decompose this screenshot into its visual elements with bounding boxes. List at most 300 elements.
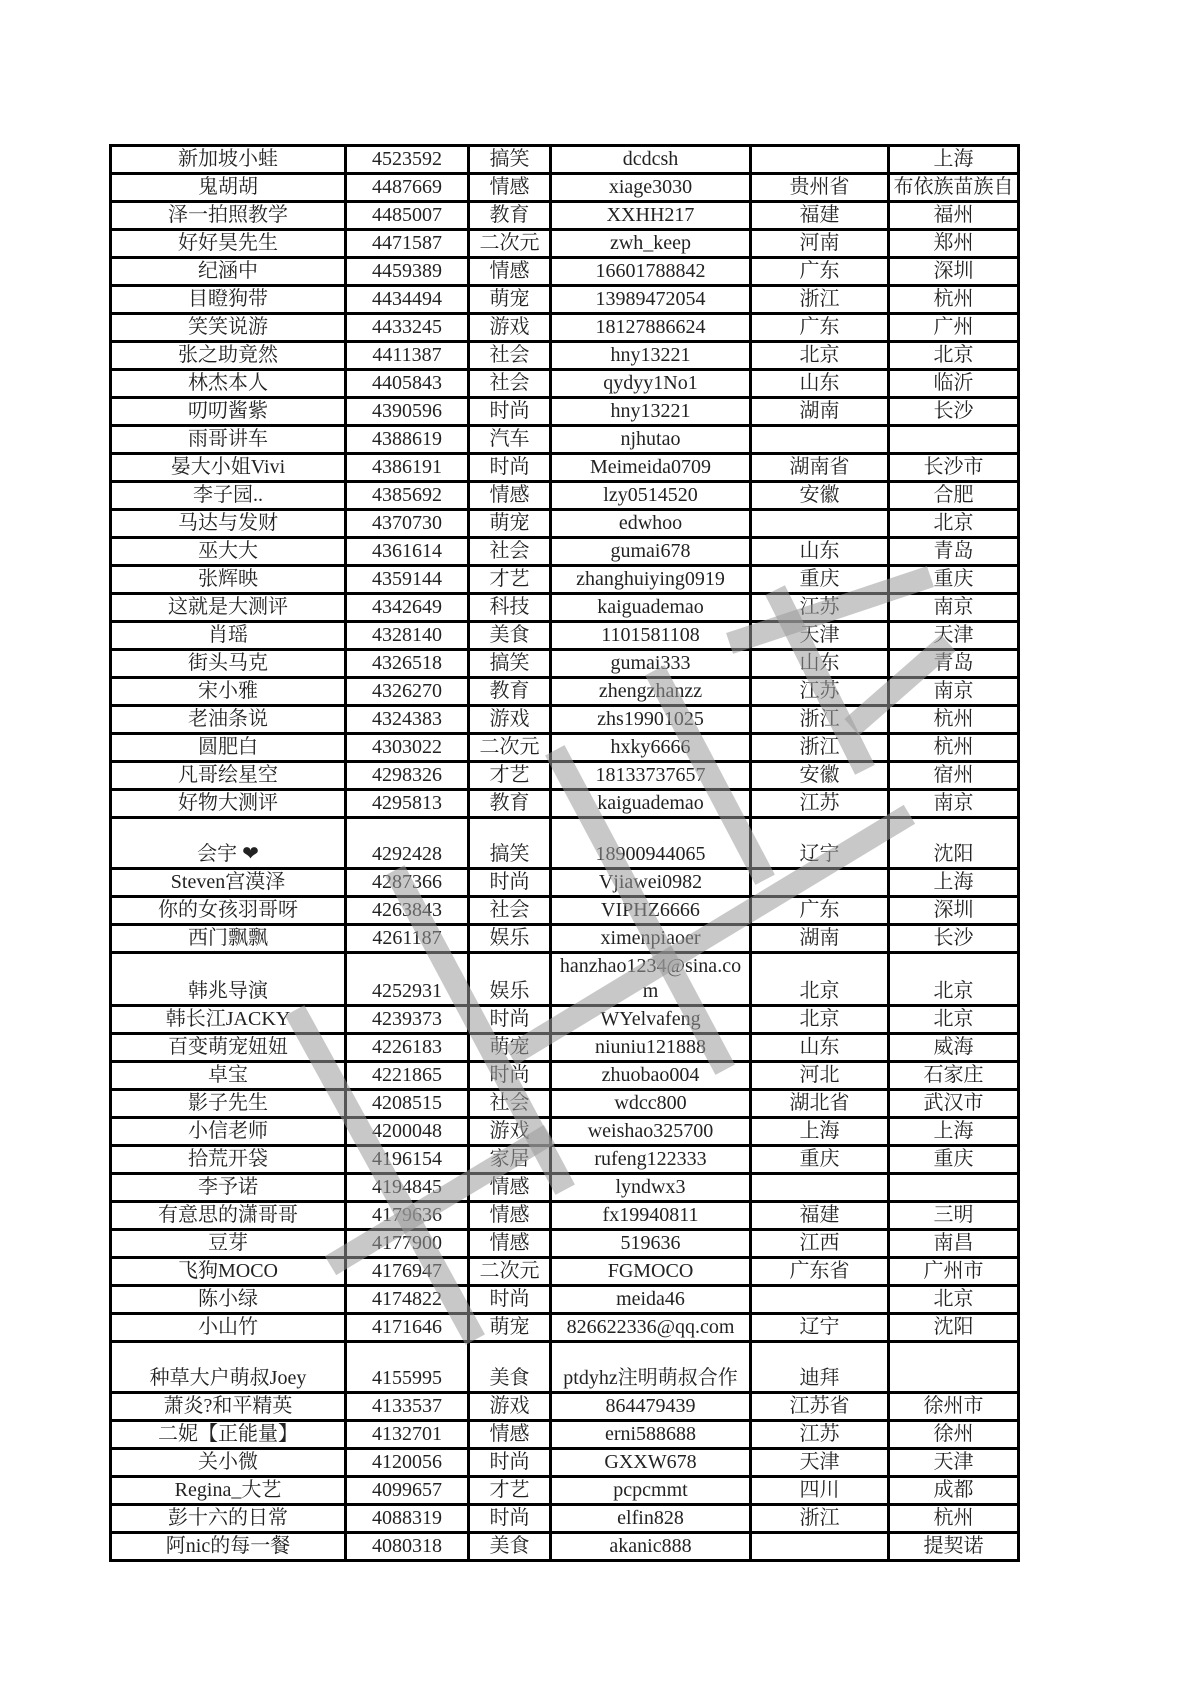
contact-cell: 16601788842 — [551, 258, 751, 286]
province-cell: 浙江 — [751, 286, 889, 314]
contact-cell: Vjiawei0982 — [551, 869, 751, 897]
contact-cell: xiage3030 — [551, 174, 751, 202]
contact-cell: 826622336@qq.com — [551, 1314, 751, 1342]
name-cell: 豆芽 — [111, 1230, 346, 1258]
category-cell: 美食 — [469, 1342, 551, 1393]
name-cell: 小信老师 — [111, 1118, 346, 1146]
city-cell: 长沙 — [889, 925, 1019, 953]
name-cell: 张辉映 — [111, 566, 346, 594]
contact-cell: zwh_keep — [551, 230, 751, 258]
city-cell: 上海 — [889, 869, 1019, 897]
province-cell: 广东 — [751, 258, 889, 286]
contact-cell: gumai333 — [551, 650, 751, 678]
fans-cell: 4099657 — [346, 1477, 469, 1505]
category-cell: 才艺 — [469, 1477, 551, 1505]
city-cell: 上海 — [889, 1118, 1019, 1146]
province-cell: 北京 — [751, 953, 889, 1006]
fans-cell: 4176947 — [346, 1258, 469, 1286]
category-cell: 教育 — [469, 678, 551, 706]
city-cell: 北京 — [889, 342, 1019, 370]
table-row — [111, 258, 1019, 286]
category-cell: 二次元 — [469, 230, 551, 258]
table-row — [111, 650, 1019, 678]
contact-cell: kaiguademao — [551, 594, 751, 622]
table-row — [111, 1505, 1019, 1533]
province-cell: 山东 — [751, 370, 889, 398]
province-cell — [751, 1174, 889, 1202]
category-cell: 游戏 — [469, 706, 551, 734]
name-cell: 巫大大 — [111, 538, 346, 566]
category-cell: 萌宠 — [469, 286, 551, 314]
category-cell: 情感 — [469, 1421, 551, 1449]
category-cell: 时尚 — [469, 1505, 551, 1533]
name-cell: 飞狗MOCO — [111, 1258, 346, 1286]
fans-cell: 4196154 — [346, 1146, 469, 1174]
name-cell: 笑笑说游 — [111, 314, 346, 342]
category-cell: 游戏 — [469, 1393, 551, 1421]
category-cell: 搞笑 — [469, 146, 551, 174]
category-cell: 二次元 — [469, 734, 551, 762]
name-cell: 拾荒开袋 — [111, 1146, 346, 1174]
category-cell: 美食 — [469, 622, 551, 650]
name-cell: 彭十六的日常 — [111, 1505, 346, 1533]
fans-cell: 4433245 — [346, 314, 469, 342]
name-cell: 张之助竟然 — [111, 342, 346, 370]
category-cell: 萌宠 — [469, 510, 551, 538]
contact-cell: edwhoo — [551, 510, 751, 538]
fans-cell: 4361614 — [346, 538, 469, 566]
name-cell: 叨叨酱紫 — [111, 398, 346, 426]
category-cell: 社会 — [469, 897, 551, 925]
city-cell: 杭州 — [889, 706, 1019, 734]
table-row — [111, 1062, 1019, 1090]
category-cell: 教育 — [469, 202, 551, 230]
province-cell: 广东 — [751, 314, 889, 342]
city-cell: 南京 — [889, 678, 1019, 706]
city-cell: 武汉市 — [889, 1090, 1019, 1118]
table-row — [111, 286, 1019, 314]
city-cell: 北京 — [889, 1286, 1019, 1314]
province-cell: 浙江 — [751, 706, 889, 734]
city-cell: 广州市 — [889, 1258, 1019, 1286]
city-cell: 青岛 — [889, 650, 1019, 678]
contact-cell: ximenpiaoer — [551, 925, 751, 953]
contact-cell: zhuobao004 — [551, 1062, 751, 1090]
table-row — [111, 1006, 1019, 1034]
fans-cell: 4295813 — [346, 790, 469, 818]
category-cell: 社会 — [469, 342, 551, 370]
contact-cell: hny13221 — [551, 398, 751, 426]
table-row — [111, 1174, 1019, 1202]
name-cell: 凡哥绘星空 — [111, 762, 346, 790]
name-cell: 泽一拍照教学 — [111, 202, 346, 230]
name-cell: 关小微 — [111, 1449, 346, 1477]
category-cell: 二次元 — [469, 1258, 551, 1286]
province-cell: 湖南省 — [751, 454, 889, 482]
category-cell: 情感 — [469, 174, 551, 202]
fans-cell: 4080318 — [346, 1533, 469, 1561]
city-cell: 沈阳 — [889, 1314, 1019, 1342]
fans-cell: 4221865 — [346, 1062, 469, 1090]
city-cell: 南昌 — [889, 1230, 1019, 1258]
name-cell: 马达与发财 — [111, 510, 346, 538]
city-cell: 临沂 — [889, 370, 1019, 398]
name-cell: 阿nic的每一餐 — [111, 1533, 346, 1561]
fans-cell: 4171646 — [346, 1314, 469, 1342]
category-cell: 时尚 — [469, 869, 551, 897]
province-cell — [751, 510, 889, 538]
fans-cell: 4303022 — [346, 734, 469, 762]
category-cell: 时尚 — [469, 398, 551, 426]
table-row — [111, 1286, 1019, 1314]
province-cell — [751, 1286, 889, 1314]
category-cell: 游戏 — [469, 314, 551, 342]
name-cell: 街头马克 — [111, 650, 346, 678]
table-row — [111, 818, 1019, 869]
province-cell: 辽宁 — [751, 1314, 889, 1342]
name-cell: 好好昊先生 — [111, 230, 346, 258]
contact-cell: VIPHZ6666 — [551, 897, 751, 925]
contact-cell: weishao325700 — [551, 1118, 751, 1146]
contact-cell: njhutao — [551, 426, 751, 454]
city-cell: 合肥 — [889, 482, 1019, 510]
province-cell: 山东 — [751, 650, 889, 678]
province-cell: 湖南 — [751, 398, 889, 426]
fans-cell: 4120056 — [346, 1449, 469, 1477]
table-row — [111, 762, 1019, 790]
category-cell: 时尚 — [469, 1062, 551, 1090]
table-row — [111, 1202, 1019, 1230]
influencer-table — [109, 144, 1020, 1562]
name-cell: 百变萌宠妞妞 — [111, 1034, 346, 1062]
contact-cell: XXHH217 — [551, 202, 751, 230]
category-cell: 娱乐 — [469, 925, 551, 953]
city-cell: 石家庄 — [889, 1062, 1019, 1090]
name-cell: 二妮【正能量】 — [111, 1421, 346, 1449]
category-cell: 时尚 — [469, 454, 551, 482]
table-row — [111, 538, 1019, 566]
province-cell: 山东 — [751, 538, 889, 566]
province-cell: 江苏 — [751, 1421, 889, 1449]
city-cell: 天津 — [889, 622, 1019, 650]
fans-cell: 4485007 — [346, 202, 469, 230]
category-cell: 搞笑 — [469, 650, 551, 678]
fans-cell: 4342649 — [346, 594, 469, 622]
name-cell: 有意思的潇哥哥 — [111, 1202, 346, 1230]
city-cell: 重庆 — [889, 566, 1019, 594]
contact-cell: akanic888 — [551, 1533, 751, 1561]
table-row — [111, 202, 1019, 230]
table-row — [111, 1393, 1019, 1421]
city-cell: 深圳 — [889, 258, 1019, 286]
province-cell: 贵州省 — [751, 174, 889, 202]
fans-cell: 4326518 — [346, 650, 469, 678]
fans-cell: 4208515 — [346, 1090, 469, 1118]
contact-cell: Meimeida0709 — [551, 454, 751, 482]
province-cell: 上海 — [751, 1118, 889, 1146]
city-cell: 南京 — [889, 790, 1019, 818]
name-cell: 卓宝 — [111, 1062, 346, 1090]
province-cell: 广东 — [751, 897, 889, 925]
province-cell: 江苏省 — [751, 1393, 889, 1421]
category-cell: 才艺 — [469, 566, 551, 594]
contact-cell: erni588688 — [551, 1421, 751, 1449]
table-row — [111, 314, 1019, 342]
table-row — [111, 370, 1019, 398]
fans-cell: 4471587 — [346, 230, 469, 258]
table-row — [111, 1034, 1019, 1062]
table-row — [111, 790, 1019, 818]
table-row — [111, 1533, 1019, 1561]
name-cell: 鬼胡胡 — [111, 174, 346, 202]
contact-cell: lzy0514520 — [551, 482, 751, 510]
city-cell: 天津 — [889, 1449, 1019, 1477]
category-cell: 社会 — [469, 370, 551, 398]
province-cell: 天津 — [751, 1449, 889, 1477]
province-cell: 四川 — [751, 1477, 889, 1505]
name-cell: 李子园.. — [111, 482, 346, 510]
province-cell: 福建 — [751, 1202, 889, 1230]
fans-cell: 4385692 — [346, 482, 469, 510]
category-cell: 美食 — [469, 1533, 551, 1561]
category-cell: 游戏 — [469, 1118, 551, 1146]
name-cell: 新加坡小蛙 — [111, 146, 346, 174]
contact-cell: qydyy1No1 — [551, 370, 751, 398]
table-row — [111, 426, 1019, 454]
name-cell: 萧炎?和平精英 — [111, 1393, 346, 1421]
city-cell: 福州 — [889, 202, 1019, 230]
table-row — [111, 1258, 1019, 1286]
fans-cell: 4487669 — [346, 174, 469, 202]
city-cell — [889, 1342, 1019, 1393]
contact-cell: lyndwx3 — [551, 1174, 751, 1202]
province-cell: 安徽 — [751, 762, 889, 790]
city-cell: 青岛 — [889, 538, 1019, 566]
category-cell: 娱乐 — [469, 953, 551, 1006]
city-cell: 郑州 — [889, 230, 1019, 258]
name-cell: 李予诺 — [111, 1174, 346, 1202]
fans-cell: 4287366 — [346, 869, 469, 897]
contact-cell: fx19940811 — [551, 1202, 751, 1230]
fans-cell: 4132701 — [346, 1421, 469, 1449]
table-row — [111, 1314, 1019, 1342]
name-cell: Regina_大艺 — [111, 1477, 346, 1505]
province-cell: 北京 — [751, 342, 889, 370]
name-cell: 林杰本人 — [111, 370, 346, 398]
table-row — [111, 622, 1019, 650]
table-row — [111, 454, 1019, 482]
category-cell: 情感 — [469, 1202, 551, 1230]
contact-cell: dcdcsh — [551, 146, 751, 174]
fans-cell: 4411387 — [346, 342, 469, 370]
province-cell: 湖北省 — [751, 1090, 889, 1118]
city-cell: 沈阳 — [889, 818, 1019, 869]
table-row — [111, 706, 1019, 734]
city-cell — [889, 426, 1019, 454]
province-cell: 河南 — [751, 230, 889, 258]
city-cell: 杭州 — [889, 1505, 1019, 1533]
province-cell — [751, 146, 889, 174]
name-cell: 这就是大测评 — [111, 594, 346, 622]
city-cell: 徐州市 — [889, 1393, 1019, 1421]
city-cell: 布依族苗族自 — [889, 174, 1019, 202]
table-row — [111, 1421, 1019, 1449]
contact-cell: kaiguademao — [551, 790, 751, 818]
fans-cell: 4252931 — [346, 953, 469, 1006]
category-cell: 社会 — [469, 538, 551, 566]
fans-cell: 4388619 — [346, 426, 469, 454]
province-cell — [751, 869, 889, 897]
table-row — [111, 482, 1019, 510]
name-cell: 晏大小姐Vivi — [111, 454, 346, 482]
city-cell: 成都 — [889, 1477, 1019, 1505]
name-cell: 纪涵中 — [111, 258, 346, 286]
category-cell: 时尚 — [469, 1449, 551, 1477]
contact-cell: 18127886624 — [551, 314, 751, 342]
city-cell: 北京 — [889, 1006, 1019, 1034]
table-row — [111, 342, 1019, 370]
city-cell: 上海 — [889, 146, 1019, 174]
province-cell: 重庆 — [751, 566, 889, 594]
table-row — [111, 1090, 1019, 1118]
province-cell: 江苏 — [751, 790, 889, 818]
fans-cell: 4226183 — [346, 1034, 469, 1062]
name-cell: 西门飘飘 — [111, 925, 346, 953]
name-cell: 韩长江JACKY — [111, 1006, 346, 1034]
category-cell: 才艺 — [469, 762, 551, 790]
province-cell: 浙江 — [751, 1505, 889, 1533]
contact-cell: rufeng122333 — [551, 1146, 751, 1174]
city-cell: 北京 — [889, 510, 1019, 538]
contact-cell: zhs19901025 — [551, 706, 751, 734]
contact-cell: niuniu121888 — [551, 1034, 751, 1062]
category-cell: 科技 — [469, 594, 551, 622]
contact-cell: wdcc800 — [551, 1090, 751, 1118]
category-cell: 萌宠 — [469, 1314, 551, 1342]
contact-cell: pcpcmmt — [551, 1477, 751, 1505]
name-cell: 影子先生 — [111, 1090, 346, 1118]
fans-cell: 4155995 — [346, 1342, 469, 1393]
contact-cell: GXXW678 — [551, 1449, 751, 1477]
category-cell: 时尚 — [469, 1006, 551, 1034]
province-cell: 山东 — [751, 1034, 889, 1062]
province-cell: 浙江 — [751, 734, 889, 762]
category-cell: 汽车 — [469, 426, 551, 454]
city-cell — [889, 1174, 1019, 1202]
fans-cell: 4200048 — [346, 1118, 469, 1146]
contact-cell: meida46 — [551, 1286, 751, 1314]
name-cell: 雨哥讲车 — [111, 426, 346, 454]
fans-cell: 4179636 — [346, 1202, 469, 1230]
name-cell: 种草大户萌叔Joey — [111, 1342, 346, 1393]
city-cell: 深圳 — [889, 897, 1019, 925]
category-cell: 情感 — [469, 482, 551, 510]
table-row — [111, 1118, 1019, 1146]
city-cell: 长沙市 — [889, 454, 1019, 482]
city-cell: 宿州 — [889, 762, 1019, 790]
name-cell: 目瞪狗带 — [111, 286, 346, 314]
fans-cell: 4523592 — [346, 146, 469, 174]
fans-cell: 4194845 — [346, 1174, 469, 1202]
city-cell: 杭州 — [889, 286, 1019, 314]
province-cell — [751, 426, 889, 454]
contact-cell: 519636 — [551, 1230, 751, 1258]
table-row — [111, 594, 1019, 622]
name-cell: 韩兆导演 — [111, 953, 346, 1006]
name-cell: 小山竹 — [111, 1314, 346, 1342]
contact-cell: 18133737657 — [551, 762, 751, 790]
fans-cell: 4386191 — [346, 454, 469, 482]
province-cell: 迪拜 — [751, 1342, 889, 1393]
category-cell: 教育 — [469, 790, 551, 818]
category-cell: 社会 — [469, 1090, 551, 1118]
table-row — [111, 566, 1019, 594]
city-cell: 广州 — [889, 314, 1019, 342]
city-cell: 威海 — [889, 1034, 1019, 1062]
category-cell: 情感 — [469, 1174, 551, 1202]
name-cell: 宋小雅 — [111, 678, 346, 706]
fans-cell: 4370730 — [346, 510, 469, 538]
name-cell: 肖瑶 — [111, 622, 346, 650]
province-cell: 北京 — [751, 1006, 889, 1034]
table-row — [111, 510, 1019, 538]
table-row — [111, 953, 1019, 1006]
fans-cell: 4298326 — [346, 762, 469, 790]
table-row — [111, 1230, 1019, 1258]
name-cell: 陈小绿 — [111, 1286, 346, 1314]
fans-cell: 4292428 — [346, 818, 469, 869]
contact-cell: FGMOCO — [551, 1258, 751, 1286]
fans-cell: 4239373 — [346, 1006, 469, 1034]
table-row — [111, 174, 1019, 202]
contact-cell: gumai678 — [551, 538, 751, 566]
city-cell: 徐州 — [889, 1421, 1019, 1449]
fans-cell: 4174822 — [346, 1286, 469, 1314]
table-row — [111, 678, 1019, 706]
name-cell: 老油条说 — [111, 706, 346, 734]
province-cell: 天津 — [751, 622, 889, 650]
contact-cell: hxky6666 — [551, 734, 751, 762]
fans-cell: 4324383 — [346, 706, 469, 734]
city-cell: 南京 — [889, 594, 1019, 622]
table-row — [111, 925, 1019, 953]
fans-cell: 4405843 — [346, 370, 469, 398]
province-cell: 重庆 — [751, 1146, 889, 1174]
name-cell: 圆肥白 — [111, 734, 346, 762]
table-row — [111, 1477, 1019, 1505]
category-cell: 家居 — [469, 1146, 551, 1174]
city-cell: 提契诺 — [889, 1533, 1019, 1561]
contact-cell: hny13221 — [551, 342, 751, 370]
contact-cell: 18900944065 — [551, 818, 751, 869]
table-row — [111, 1342, 1019, 1393]
city-cell: 重庆 — [889, 1146, 1019, 1174]
category-cell: 时尚 — [469, 1286, 551, 1314]
fans-cell: 4263843 — [346, 897, 469, 925]
contact-cell: 1101581108 — [551, 622, 751, 650]
city-cell: 三明 — [889, 1202, 1019, 1230]
fans-cell: 4459389 — [346, 258, 469, 286]
contact-cell: 864479439 — [551, 1393, 751, 1421]
province-cell: 湖南 — [751, 925, 889, 953]
contact-cell: elfin828 — [551, 1505, 751, 1533]
contact-cell: zhengzhanzz — [551, 678, 751, 706]
fans-cell: 4133537 — [346, 1393, 469, 1421]
table-row — [111, 897, 1019, 925]
fans-cell: 4326270 — [346, 678, 469, 706]
table-row — [111, 1449, 1019, 1477]
fans-cell: 4261187 — [346, 925, 469, 953]
